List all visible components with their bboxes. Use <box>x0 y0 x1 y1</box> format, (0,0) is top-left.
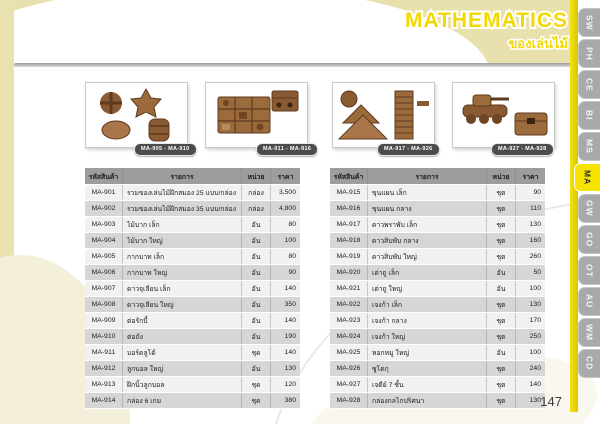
unit-cell: ชุด <box>487 329 516 344</box>
unit-cell: ชุด <box>487 377 516 392</box>
price-cell: 80 <box>288 253 296 260</box>
table-row <box>85 281 300 297</box>
unit-cell: อัน <box>487 281 516 296</box>
product-code-cell: MA-922 <box>330 297 368 312</box>
table-header-row <box>330 168 545 185</box>
product-photo-4-illustration <box>453 83 554 147</box>
item-name-cell: ไม้บาก เล็ก <box>123 217 242 232</box>
unit-cell: อัน <box>242 329 271 344</box>
table-row <box>330 185 545 201</box>
unit-cell: อัน <box>242 361 271 376</box>
price-cell: 130 <box>529 301 541 308</box>
item-name-cell: หอกหมู ใหญ่ <box>368 345 487 360</box>
product-code-cell: MA-927 <box>330 377 368 392</box>
unit-cell: ชุด <box>242 345 271 360</box>
table-row <box>330 265 545 281</box>
sidebar-tab-au[interactable] <box>578 287 600 316</box>
product-photo-4 <box>452 82 555 148</box>
price-cell: 240 <box>529 365 541 372</box>
price-cell: 140 <box>284 285 296 292</box>
product-code-cell: MA-925 <box>330 345 368 360</box>
sidebar-tab-label: GO <box>584 231 595 248</box>
unit-cell: อัน <box>242 281 271 296</box>
table-row <box>85 377 300 393</box>
product-code-pill-4: MA-927 - MA-928 <box>491 143 554 156</box>
sidebar-tab-gw[interactable] <box>578 194 600 223</box>
unit-cell: ชุด <box>487 185 516 200</box>
sidebar-tab-go[interactable] <box>578 225 600 254</box>
price-cell: 120 <box>284 381 296 388</box>
item-name-cell: เจงก้า เล็ก <box>368 297 487 312</box>
table-header-row <box>85 168 300 185</box>
unit-cell: ชุด <box>242 393 271 408</box>
price-cell: 100 <box>284 237 296 244</box>
price-cell: 80 <box>288 221 296 228</box>
table-row <box>330 217 545 233</box>
table-row <box>330 393 545 409</box>
item-name-cell: ดาวจุเลียน ใหญ่ <box>123 297 242 312</box>
product-code-cell: MA-901 <box>85 185 123 200</box>
sidebar-tab-cd[interactable] <box>578 349 600 378</box>
product-code-cell: MA-902 <box>85 201 123 216</box>
table-row <box>330 281 545 297</box>
table-row <box>330 361 545 377</box>
table-row <box>85 329 300 345</box>
price-table-left <box>85 168 300 409</box>
price-cell: 130 <box>529 397 541 404</box>
item-name-cell: กล่องกลไกปริศนา <box>368 393 487 408</box>
product-code-cell: MA-926 <box>330 361 368 376</box>
product-code-pill-3: MA-917 - MA-926 <box>377 143 440 156</box>
sidebar-tab-label: SW <box>584 14 595 31</box>
price-cell: 380 <box>284 397 296 404</box>
product-code-cell: MA-906 <box>85 265 123 280</box>
price-cell: 250 <box>529 333 541 340</box>
unit-cell: ชุด <box>487 233 516 248</box>
item-name-cell: รวมของเล่นไม้ฝึกสมอง 25 แบบ/กล่อง <box>123 185 242 200</box>
unit-cell: ชุด <box>487 313 516 328</box>
sidebar-tab-label: MA <box>582 169 593 186</box>
unit-cell: ชุด <box>487 249 516 264</box>
unit-cell: ชุด <box>487 361 516 376</box>
product-code-cell: MA-912 <box>85 361 123 376</box>
sidebar-tab-wm[interactable] <box>578 318 600 347</box>
table-row <box>85 201 300 217</box>
price-cell: 100 <box>529 349 541 356</box>
sidebar-tab-sw[interactable] <box>578 8 600 37</box>
unit-cell: ชุด <box>487 201 516 216</box>
item-name-cell: กากบาท ใหญ่ <box>123 265 242 280</box>
table-row <box>85 233 300 249</box>
unit-cell: อัน <box>487 265 516 280</box>
item-name-cell: เจดีย์ 7 ชั้น <box>368 377 487 392</box>
product-code-cell: MA-919 <box>330 249 368 264</box>
unit-cell: อัน <box>242 217 271 232</box>
sidebar-tab-label: BI <box>584 110 595 121</box>
item-name-cell: ขุนแผน เล็ก <box>368 185 487 200</box>
table-row <box>330 329 545 345</box>
price-cell: 3,500 <box>278 189 296 196</box>
product-code-cell: MA-903 <box>85 217 123 232</box>
price-cell: 190 <box>284 333 296 340</box>
table-header-cell: หน่วย <box>487 168 516 184</box>
item-name-cell: ฝึกนิ้วลูกบอล <box>123 377 242 392</box>
product-code-pill-2: MA-911 - MA-916 <box>256 143 318 156</box>
table-row <box>330 313 545 329</box>
product-code-cell: MA-916 <box>330 201 368 216</box>
table-row <box>85 313 300 329</box>
page-subtitle <box>410 33 570 58</box>
sidebar-tab-label: OT <box>584 263 595 278</box>
sidebar-tab-label: AU <box>584 294 595 309</box>
table-header-cell: หน่วย <box>242 168 271 184</box>
item-name-cell: ต่อถัง <box>123 329 242 344</box>
product-code-cell: MA-914 <box>85 393 123 408</box>
price-cell: 170 <box>529 317 541 324</box>
product-code-cell: MA-918 <box>330 233 368 248</box>
price-cell: 90 <box>288 269 296 276</box>
unit-cell: กล่อง <box>242 201 271 216</box>
table-row <box>85 249 300 265</box>
unit-cell: อัน <box>242 265 271 280</box>
product-photo-3-illustration <box>333 83 434 147</box>
sidebar-tab-ms[interactable] <box>578 132 600 161</box>
table-row <box>85 185 300 201</box>
item-name-cell: ดาวจุเลียน เล็ก <box>123 281 242 296</box>
sidebar-tab-label: GW <box>584 200 595 217</box>
table-row <box>85 217 300 233</box>
product-code-cell: MA-904 <box>85 233 123 248</box>
sidebar-tab-label: PH <box>584 46 595 61</box>
sidebar-tab-ma[interactable] <box>574 163 600 192</box>
product-code-cell: MA-915 <box>330 185 368 200</box>
product-code-cell: MA-909 <box>85 313 123 328</box>
header-divider-bar <box>14 63 571 67</box>
product-code-cell: MA-905 <box>85 249 123 264</box>
svg-text:ของเล่นไม้: ของเล่นไม้ <box>508 36 568 51</box>
item-name-cell: ดาวพราพับ เล็ก <box>368 217 487 232</box>
table-row <box>330 249 545 265</box>
product-photo-2-illustration <box>206 83 307 147</box>
price-cell: 140 <box>529 381 541 388</box>
sidebar-tab-bi[interactable] <box>578 101 600 130</box>
price-cell: 260 <box>529 253 541 260</box>
table-row <box>330 233 545 249</box>
sidebar-tab-label: CD <box>584 356 595 371</box>
price-cell: 130 <box>529 221 541 228</box>
table-header-cell: รหัสสินค้า <box>330 168 368 184</box>
table-row <box>330 345 545 361</box>
unit-cell: อัน <box>242 233 271 248</box>
table-header-cell: ราคา <box>522 173 539 181</box>
item-name-cell: กากบาท เล็ก <box>123 249 242 264</box>
product-code-cell: MA-907 <box>85 281 123 296</box>
product-code-cell: MA-913 <box>85 377 123 392</box>
item-name-cell: บอร์ดลูโด้ <box>123 345 242 360</box>
table-row <box>330 297 545 313</box>
item-name-cell: เจงก้า กลาง <box>368 313 487 328</box>
item-name-cell: ลูกบอล ใหญ่ <box>123 361 242 376</box>
product-code-cell: MA-923 <box>330 313 368 328</box>
price-table-right <box>330 168 545 409</box>
sidebar-tab-label: WM <box>584 323 595 342</box>
item-name-cell: ขุนแผน กลาง <box>368 201 487 216</box>
table-row <box>85 297 300 313</box>
price-cell: 350 <box>284 301 296 308</box>
price-cell: 110 <box>530 205 541 212</box>
svg-text:MATHEMATICS: MATHEMATICS <box>404 9 568 32</box>
price-cell: 140 <box>284 349 296 356</box>
unit-cell: ชุด <box>242 377 271 392</box>
table-row <box>85 361 300 377</box>
product-code-cell: MA-921 <box>330 281 368 296</box>
item-name-cell: เต่าถู ใหญ่ <box>368 281 487 296</box>
accent-yellow-strip <box>570 0 578 412</box>
sidebar-tab-label: CE <box>584 77 595 92</box>
item-name-cell: ต่อรักบี้ <box>123 313 242 328</box>
table-header-cell: รายการ <box>123 168 242 184</box>
unit-cell: อัน <box>242 297 271 312</box>
sidebar-tab-ce[interactable] <box>578 70 600 99</box>
price-cell: 50 <box>533 269 541 276</box>
item-name-cell: กล่อง 6 เกม <box>123 393 242 408</box>
product-photo-1-illustration <box>86 83 187 147</box>
price-cell: 4,800 <box>278 205 296 212</box>
product-photo-3 <box>332 82 435 148</box>
item-name-cell: ดาวสิบพับ ใหญ่ <box>368 249 487 264</box>
product-code-cell: MA-924 <box>330 329 368 344</box>
unit-cell: อัน <box>242 249 271 264</box>
table-row <box>330 377 545 393</box>
table-row <box>85 265 300 281</box>
item-name-cell: เต่าถู เล็ก <box>368 265 487 280</box>
product-code-cell: MA-917 <box>330 217 368 232</box>
sidebar-tab-label: MS <box>584 139 595 154</box>
item-name-cell: ไม้บาก ใหญ่ <box>123 233 242 248</box>
price-cell: 140 <box>284 317 296 324</box>
price-cell: 100 <box>529 285 541 292</box>
unit-cell: ชุด <box>487 217 516 232</box>
item-name-cell: เจงก้า ใหญ่ <box>368 329 487 344</box>
unit-cell: ชุด <box>487 393 516 408</box>
category-tab-rail <box>578 8 600 380</box>
unit-cell: อัน <box>487 345 516 360</box>
price-cell: 160 <box>529 237 541 244</box>
product-photo-1 <box>85 82 188 148</box>
product-code-cell: MA-910 <box>85 329 123 344</box>
price-cell: 90 <box>533 189 541 196</box>
product-code-pill-1: MA-905 - MA-910 <box>134 143 197 156</box>
table-header-cell: รหัสสินค้า <box>85 168 123 184</box>
sidebar-tab-ph[interactable] <box>578 39 600 68</box>
table-row <box>85 393 300 409</box>
sidebar-tab-ot[interactable] <box>578 256 600 285</box>
table-header-cell: รายการ <box>368 168 487 184</box>
product-code-cell: MA-920 <box>330 265 368 280</box>
table-header-cell: ราคา <box>277 173 294 181</box>
unit-cell: กล่อง <box>242 185 271 200</box>
table-row <box>85 345 300 361</box>
unit-cell: อัน <box>242 313 271 328</box>
product-code-cell: MA-908 <box>85 297 123 312</box>
price-cell: 130 <box>284 365 296 372</box>
product-code-cell: MA-911 <box>85 345 123 360</box>
item-name-cell: รวมของเล่นไม้ฝึกสมอง 35 แบบ/กล่อง <box>123 201 242 216</box>
item-name-cell: ซูโดกุ <box>368 361 487 376</box>
item-name-cell: ดาวสิบพับ กลาง <box>368 233 487 248</box>
table-row <box>330 201 545 217</box>
unit-cell: ชุด <box>487 297 516 312</box>
product-code-cell: MA-928 <box>330 393 368 408</box>
page-number: 147 <box>540 394 562 409</box>
product-photo-2 <box>205 82 308 148</box>
